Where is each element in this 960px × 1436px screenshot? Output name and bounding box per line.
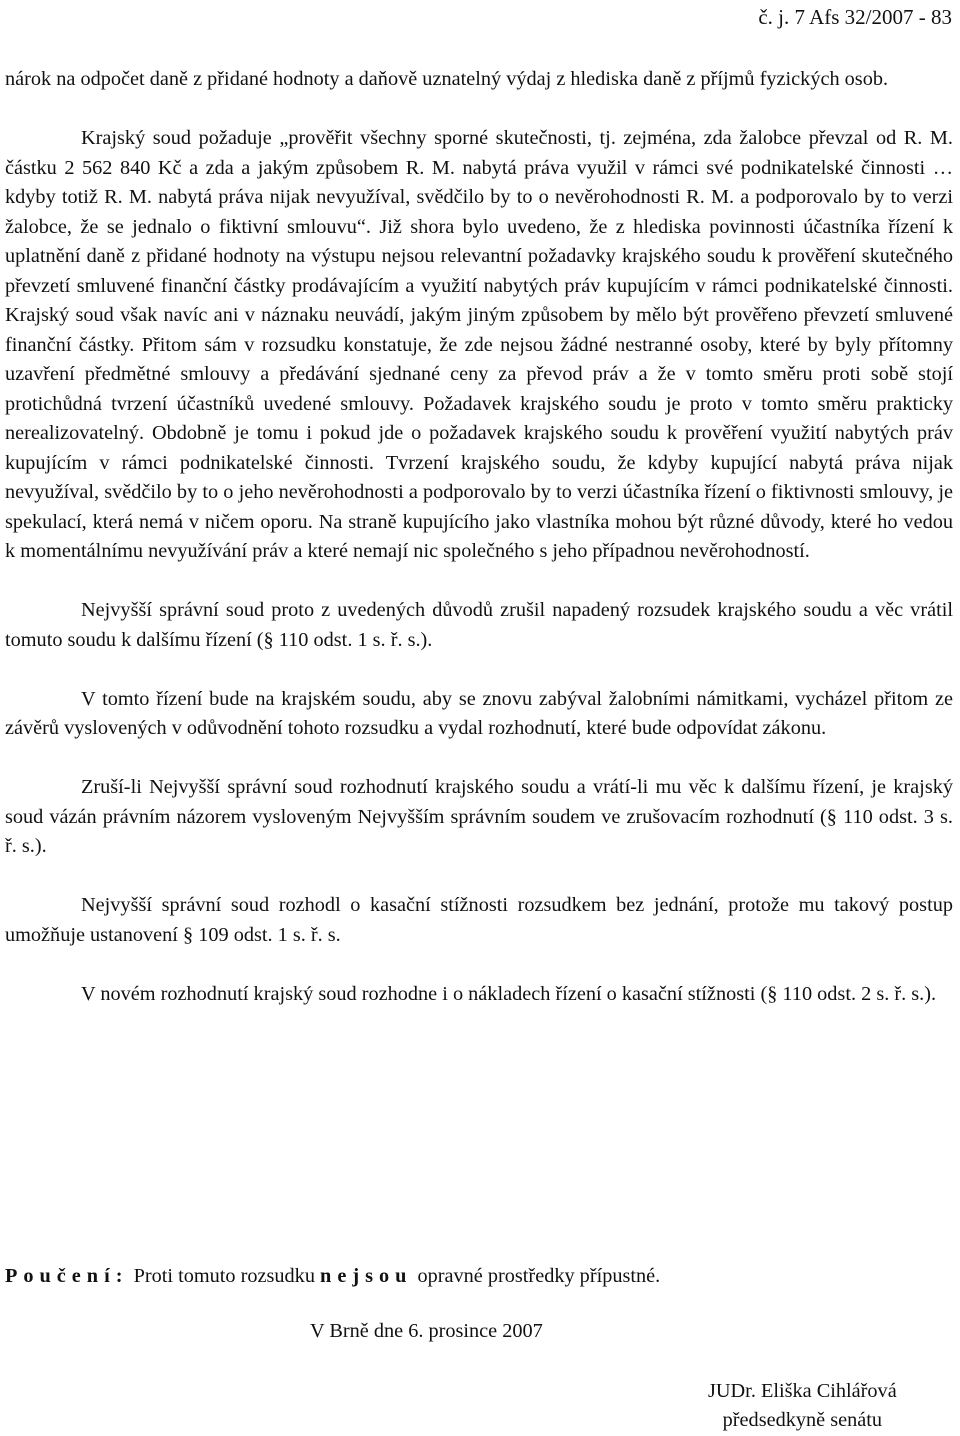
place-date: V Brně dne 6. prosince 2007 xyxy=(310,1320,543,1342)
instruction-text-before: Proti tomuto rozsudku xyxy=(133,1265,315,1287)
case-number: č. j. 7 Afs 32/2007 - 83 xyxy=(758,5,952,29)
instruction-text-after: opravné prostředky přípustné. xyxy=(417,1265,661,1287)
signature-name: JUDr. Eliška Cihlářová xyxy=(708,1380,897,1402)
instruction-emphasis: nejsou xyxy=(320,1265,413,1287)
instruction-label: Poučení: xyxy=(5,1265,129,1287)
paragraph-2: Krajský soud požaduje „prověřit všechny sporné skutečnosti, tj. zejména, zda žalobce převzal od R. M. částku 2 562 840 Kč a zda a jakým způsobem R. M. nabytá práva využil v rámci své podnikatelské činnosti … kdyby totiž R. M. nabytá práva nijak nevyužíval, svědčilo by to o nevěrohodnosti R. M. a podporovalo by to verzi žalobce, že se jednalo o fiktivní smlouvu“. Již shora bylo uvedeno, že z hlediska povinnosti účastníka řízení k uplatnění daně z přidané hodnoty na výstupu nejsou relevantní požadavky krajského soudu k prověření skutečného převzetí smluvené finanční částky prodávajícím a využití nabytých práv kupujícím v rámci podnikatelské činnosti. Krajský soud však navíc ani v náznaku neuvádí, jakým jiným způsobem by mělo být prověřeno převzetí smluvené finanční částky. Přitom sám v rozsudku konstatuje, že zde nejsou žádné nestranné osoby, které by byly přítomny uzavření předmětné smlouvy a předávání sjednané ceny za převod práv a že v tomto směru proti sobě stojí protichůdná tvrzení účastníků uvedené smlouvy. Požadavek krajského soudu je proto v tomto směru prakticky nerealizovatelný. Obdobně je tomu i pokud jde o požadavek krajského soudu k prověření využití nabytých práv kupujícím v rámci podnikatelské činnosti. Tvrzení krajského soudu, že kdyby kupující nabytá práva nijak nevyužíval, svědčilo by to o jeho nevěrohodnosti a podporovalo by to verzi účastníka řízení o fiktivnosti smlouvy, je spekulací, která nemá v ničem oporu. Na straně kupujícího jako vlastníka mohou být různé důvody, které ho vedou k momentálnímu nevyužívání práv a které nemají nic společného s jeho případnou nevěrohodností. xyxy=(5,127,953,562)
paragraph-3: Nejvyšší správní soud proto z uvedených důvodů zrušil napadený rozsudek krajského soudu a věc vrátil tomuto soudu k dalšímu řízení (§ 110 odst. 1 s. ř. s.). xyxy=(5,599,953,651)
signature-block xyxy=(708,1377,897,1435)
paragraph-6: Nejvyšší správní soud rozhodl o kasační stížnosti rozsudkem bez jednání, protože mu takový postup umožňuje ustanovení § 109 odst. 1 s. ř. s. xyxy=(5,894,953,946)
paragraph-1: nárok na odpočet daně z přidané hodnoty a daňově uznatelný výdaj z hlediska daně z příjmů fyzických osob. xyxy=(5,68,889,90)
paragraph-5: Zruší-li Nejvyšší správní soud rozhodnutí krajského soudu a vrátí-li mu věc k dalšímu řízení, je krajský soud vázán právním názorem vysloveným Nejvyšším správním soudem ve zrušovacím rozhodnutí (§ 110 odst. 3 s. ř. s.). xyxy=(5,776,953,857)
document-body xyxy=(5,65,953,1009)
signature-role: předsedkyně senátu xyxy=(722,1409,883,1431)
paragraph-4: V tomto řízení bude na krajském soudu, aby se znovu zabýval žalobními námitkami, vycházel přitom ze závěrů vyslovených v odůvodnění tohoto rozsudku a vydal rozhodnutí, které bude odpovídat zákonu. xyxy=(5,687,953,739)
paragraph-7: V novém rozhodnutí krajský soud rozhodne i o nákladech řízení o kasační stížnosti (§ 110 odst. 2 s. ř. s.). xyxy=(81,982,937,1005)
legal-instruction xyxy=(5,1262,660,1291)
